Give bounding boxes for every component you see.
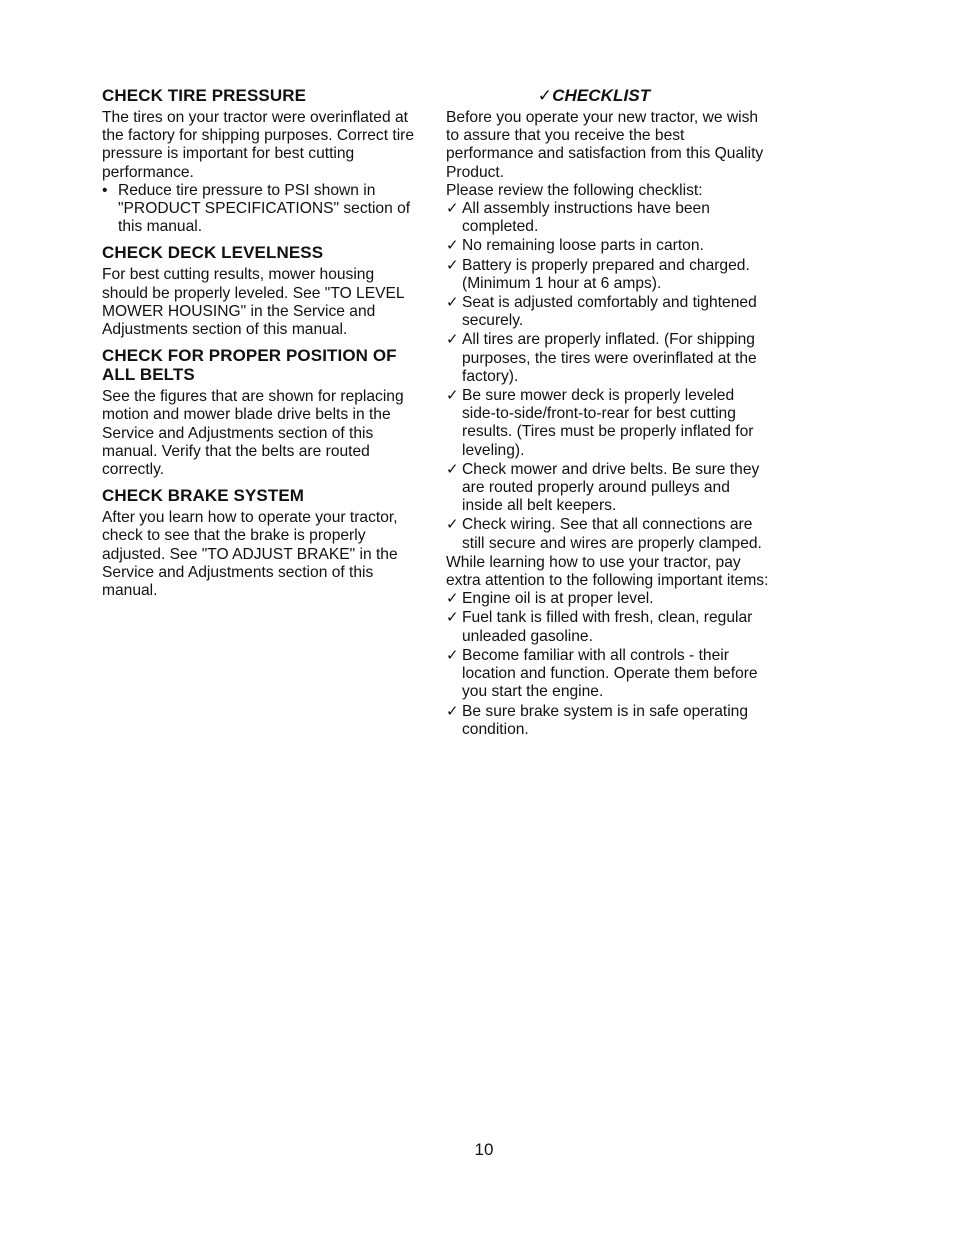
learning-checklist <box>446 590 772 739</box>
bullet-icon: • <box>102 181 108 199</box>
check-mark-icon: ✓ <box>446 590 459 608</box>
check-mark-icon: ✓ <box>446 387 459 405</box>
section-heading: CHECK FOR PROPER POSITION OF ALL BELTS <box>102 346 397 385</box>
section-heading: CHECK DECK LEVELNESS <box>102 243 324 263</box>
check-mark-icon: ✓ <box>446 460 459 478</box>
section-paragraph: For best cutting results, mower housing should be properly leveled. See "TO LEVEL MOWER HOUSING" in the Service and Adjustments section of this manual. <box>102 266 404 339</box>
checklist-item <box>446 200 772 236</box>
checklist-item-text: Be sure brake system is in safe operating condition. <box>462 702 749 738</box>
check-mark-icon: ✓ <box>446 702 459 720</box>
list-item-text: Reduce tire pressure to PSI shown in "PRODUCT SPECIFICATIONS" section of this manual. <box>118 181 411 236</box>
checklist-item-text: Battery is properly prepared and charged. (Minimum 1 hour at 6 amps). <box>462 256 750 292</box>
checklist-item-text: Be sure mower deck is properly leveled side-to-side/front-to-rear for best cutting results. (Tires must be properly inflated for leveling). <box>462 387 754 459</box>
checklist-item <box>446 257 772 293</box>
checklist-intro: Before you operate your new tractor, we wish to assure that you receive the best performance and satisfaction from this Quality Product. <box>446 109 764 181</box>
tire-pressure-section <box>102 86 424 236</box>
right-column <box>446 86 772 740</box>
checklist <box>446 200 772 553</box>
brake-system-section <box>102 486 424 600</box>
check-mark-icon: ✓ <box>446 200 459 218</box>
checklist-item <box>446 387 772 460</box>
checklist-item-text: Engine oil is at proper level. <box>462 590 654 608</box>
checklist-item <box>446 703 772 739</box>
checklist-item <box>446 237 772 255</box>
section-heading: CHECK BRAKE SYSTEM <box>102 486 305 506</box>
bullet-list <box>102 182 424 237</box>
check-mark-icon: ✓ <box>446 516 459 534</box>
section-paragraph: See the figures that are shown for replacing motion and mower blade drive belts in the Service and Adjustments section of this manual. Verify that the belts are routed correctly. <box>102 388 404 479</box>
checklist-item-text: Fuel tank is filled with fresh, clean, regular unleaded gasoline. <box>462 609 753 645</box>
checklist-item <box>446 516 772 552</box>
belts-section <box>102 346 424 479</box>
checklist-item-text: Check mower and drive belts. Be sure they are routed properly around pulleys and inside all belt keepers. <box>462 460 760 515</box>
checklist-item <box>446 294 772 330</box>
checklist-item-text: Become familiar with all controls - their location and function. Operate them before you start the engine. <box>462 646 758 701</box>
checklist-item-text: All tires are properly inflated. (For shipping purposes, the tires were overinflated at the factory). <box>462 331 757 385</box>
checklist-item <box>446 331 772 386</box>
section-paragraph: The tires on your tractor were overinflated at the factory for shipping purposes. Correct tire pressure is important for best cutting performance. <box>102 109 415 181</box>
deck-levelness-section <box>102 243 424 339</box>
review-prompt: Please review the following checklist: <box>446 181 703 199</box>
check-mark-icon: ✓ <box>446 294 459 312</box>
check-mark-icon: ✓ <box>446 256 459 274</box>
check-mark-icon: ✓ <box>446 331 459 349</box>
checklist-item-text: Check wiring. See that all connections are still secure and wires are properly clamped. <box>462 516 762 552</box>
checklist-item-text: Seat is adjusted comfortably and tightened securely. <box>462 294 757 330</box>
checklist-item <box>446 647 772 702</box>
checklist-item-text: No remaining loose parts in carton. <box>462 237 704 255</box>
checklist-item <box>446 590 772 608</box>
checklist-item <box>446 609 772 645</box>
list-item <box>102 182 424 237</box>
section-paragraph: After you learn how to operate your tractor, check to see that the brake is properly adjusted. See "TO ADJUST BRAKE" in the Service and Adjustments section of this manual. <box>102 509 398 600</box>
learning-intro: While learning how to use your tractor, pay extra attention to the following important items: <box>446 553 769 590</box>
section-heading: CHECK TIRE PRESSURE <box>102 86 307 105</box>
page-number: 10 <box>474 1140 494 1159</box>
check-mark-icon: ✓ <box>446 237 459 255</box>
checklist-item-text: All assembly instructions have been completed. <box>462 200 710 236</box>
checklist-item <box>446 461 772 516</box>
check-mark-icon: ✓ <box>446 646 459 664</box>
left-column <box>102 86 424 600</box>
check-mark-icon: ✓ <box>446 609 459 627</box>
checklist-heading: ✓CHECKLIST <box>537 86 651 105</box>
